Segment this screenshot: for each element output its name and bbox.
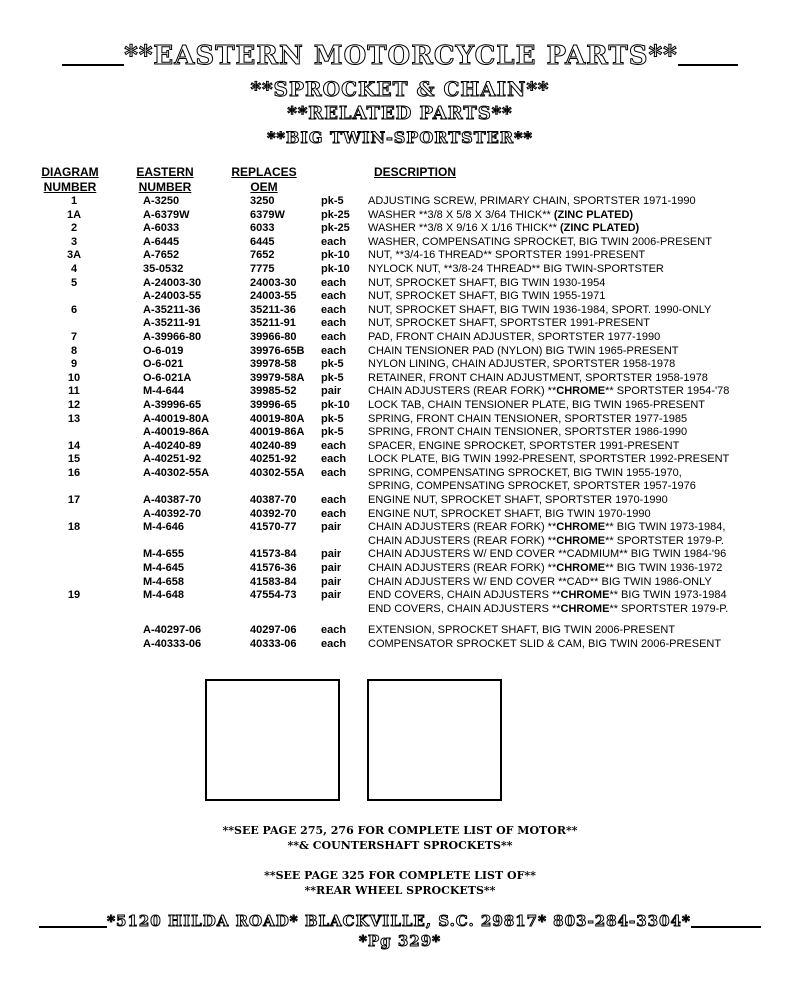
description-bold-text: CHROME	[556, 385, 606, 398]
description-cell	[368, 413, 687, 427]
description-cell	[368, 317, 650, 331]
table-header	[0, 165, 800, 197]
description-text: LOCK PLATE, BIG TWIN 1992-PRESENT, SPORTSTER 1992-PRESENT	[368, 453, 730, 466]
description-text: NYLOCK NUT, **3/8-24 THREAD** BIG TWIN-SPORTSTER	[368, 262, 664, 275]
oem-number-cell: 35211-91	[250, 317, 296, 330]
description-cell	[368, 603, 728, 617]
eastern-number-cell: A-6445	[143, 235, 180, 248]
diagram-number-cell: 6	[70, 303, 78, 316]
description-bold-text: CHROME	[560, 602, 610, 615]
description-bold-text: CHROME	[556, 521, 606, 534]
eastern-number-cell: A-40297-06	[143, 624, 202, 637]
eastern-number-cell: A-24003-55	[143, 290, 202, 303]
oem-number-cell: 41583-84	[250, 575, 297, 588]
description-bold-text: CHROME	[556, 562, 606, 575]
eastern-number-cell: A-6033	[143, 222, 180, 235]
description-cell	[368, 372, 708, 386]
description-text: SPRING, COMPENSATING SPROCKET, BIG TWIN 1955-1970,	[368, 466, 682, 479]
table-row	[0, 467, 800, 481]
description-cell	[368, 263, 664, 277]
eastern-number-cell: A-40251-92	[143, 453, 202, 466]
oem-number-cell: 7652	[250, 249, 275, 262]
oem-number-cell: 40251-92	[250, 453, 297, 466]
description-text: ENGINE NUT, SPROCKET SHAFT, SPORTSTER 1970-1990	[368, 494, 668, 507]
description-cell	[368, 249, 645, 263]
subtitle-sprocket-chain: **SPROCKET & CHAIN**	[250, 77, 550, 101]
description-text: ENGINE NUT, SPROCKET SHAFT, BIG TWIN 1970-1990	[368, 507, 651, 520]
column-header-eastern-line1: EASTERN	[136, 165, 194, 179]
eastern-number-cell: A-6379W	[143, 208, 190, 221]
description-text: EXTENSION, SPROCKET SHAFT, BIG TWIN 2006-PRESENT	[368, 624, 676, 637]
diagram-number-cell: 15	[67, 453, 81, 466]
oem-number-cell: 39996-65	[250, 398, 297, 411]
pack-unit-cell: each	[321, 344, 347, 357]
description-cell	[368, 209, 633, 223]
oem-number-cell: 39978-58	[250, 358, 297, 371]
oem-number-cell: 24003-30	[250, 276, 297, 289]
description-text: NUT, SPROCKET SHAFT, BIG TWIN 1955-1971	[368, 290, 606, 303]
description-text: NYLON LINING, CHAIN ADJUSTER, SPORTSTER 1958-1978	[368, 358, 676, 371]
pack-unit-cell: each	[321, 317, 347, 330]
table-row	[0, 521, 800, 535]
table-row	[0, 494, 800, 508]
pack-unit-cell: pk-10	[321, 398, 350, 411]
description-bold-text: (ZINC PLATED)	[553, 208, 634, 221]
eastern-number-cell: M-4-658	[143, 575, 184, 588]
column-header-replaces-line1: REPLACES	[231, 165, 297, 179]
description-text: CHAIN ADJUSTERS (REAR FORK) **	[368, 534, 557, 547]
column-header-eastern-number	[130, 165, 200, 195]
pack-unit-cell: pk-25	[321, 222, 350, 235]
description-cell	[368, 345, 679, 359]
table-row	[0, 413, 800, 427]
description-cell	[368, 385, 729, 399]
eastern-number-cell: A-40387-70	[143, 494, 202, 507]
diagram-number-cell: 10	[67, 371, 81, 384]
table-row	[0, 426, 800, 440]
subtitle-big-twin-sportster: **BIG TWIN-SPORTSTER**	[267, 128, 533, 147]
description-cell	[368, 358, 675, 372]
pack-unit-cell: each	[321, 290, 347, 303]
description-cell	[368, 195, 696, 209]
eastern-number-cell: A-40019-80A	[143, 412, 210, 425]
description-text: NUT, **3/4-16 THREAD** SPORTSTER 1991-PRESENT	[368, 249, 646, 262]
diagram-number-cell: 1	[70, 195, 78, 207]
oem-number-cell: 40302-55A	[250, 466, 305, 479]
table-row	[0, 317, 800, 331]
oem-number-cell: 39976-65B	[250, 344, 305, 357]
parts-table	[0, 195, 800, 652]
description-text: SPRING, FRONT CHAIN TENSIONER, SPORTSTER 1986-1990	[368, 426, 688, 439]
table-row	[0, 358, 800, 372]
table-row	[0, 440, 800, 454]
diagram-number-cell: 9	[70, 358, 78, 371]
column-header-eastern-line2: NUMBER	[138, 180, 192, 194]
table-row	[0, 535, 800, 549]
description-text: WASHER **3/8 X 9/16 X 1/16 THICK**	[368, 222, 560, 235]
diagram-number-cell: 19	[67, 589, 81, 602]
table-row	[0, 222, 800, 236]
pack-unit-cell: each	[321, 494, 347, 507]
oem-number-cell: 41570-77	[250, 521, 297, 534]
footer-rule-left	[39, 926, 107, 928]
description-cell	[368, 236, 712, 250]
oem-number-cell: 40019-86A	[250, 426, 305, 439]
diagram-number-cell: 13	[67, 412, 81, 425]
description-bold-text: CHROME	[560, 589, 610, 602]
eastern-number-cell: M-4-655	[143, 548, 184, 561]
table-row	[0, 209, 800, 223]
page-title	[0, 40, 800, 72]
pack-unit-cell: each	[321, 507, 347, 520]
table-row	[0, 480, 800, 494]
table-row	[0, 195, 800, 209]
table-row	[0, 263, 800, 277]
description-cell	[368, 521, 725, 535]
oem-number-cell: 39979-58A	[250, 371, 305, 384]
description-cell	[368, 508, 651, 522]
eastern-number-cell: A-39966-80	[143, 330, 202, 343]
table-row	[0, 603, 800, 617]
description-cell	[368, 222, 639, 236]
table-row	[0, 453, 800, 467]
description-text: ADJUSTING SCREW, PRIMARY CHAIN, SPORTSTER 1971-1990	[368, 195, 696, 207]
eastern-number-cell: 35-0532	[143, 262, 184, 275]
description-bold-text: CHROME	[556, 534, 606, 547]
description-cell	[368, 589, 727, 603]
pack-unit-cell: each	[321, 439, 347, 452]
diagram-number-cell: 5	[70, 276, 78, 289]
oem-number-cell: 3250	[250, 195, 275, 207]
pack-unit-cell: pair	[321, 548, 342, 561]
description-text: ** SPORTSTER 1954-'78	[605, 385, 730, 398]
diagram-number-cell: 14	[67, 439, 81, 452]
eastern-number-cell: A-40392-70	[143, 507, 202, 520]
oem-number-cell: 40387-70	[250, 494, 297, 507]
table-row	[0, 304, 800, 318]
eastern-number-cell: A-3250	[143, 195, 180, 207]
note-motor-sprockets-line2: **& COUNTERSHAFT SPROCKETS**	[287, 839, 513, 852]
description-text: ** BIG TWIN 1973-1984,	[605, 521, 726, 534]
description-cell	[368, 426, 687, 440]
description-text: WASHER, COMPENSATING SPROCKET, BIG TWIN 2006-PRESENT	[368, 235, 712, 248]
eastern-number-cell: O-6-019	[143, 344, 184, 357]
oem-number-cell: 47554-73	[250, 589, 297, 602]
description-cell	[368, 290, 605, 304]
description-text: LOCK TAB, CHAIN TENSIONER PLATE, BIG TWIN 1965-PRESENT	[368, 398, 706, 411]
oem-number-cell: 41576-36	[250, 562, 297, 575]
eastern-number-cell: M-4-648	[143, 589, 184, 602]
description-cell	[368, 535, 724, 549]
pack-unit-cell: pk-5	[321, 412, 344, 425]
eastern-number-cell: A-40333-06	[143, 638, 202, 651]
description-cell	[368, 576, 712, 590]
table-row	[0, 576, 800, 590]
description-text: RETAINER, FRONT CHAIN ADJUSTMENT, SPORTSTER 1958-1978	[368, 371, 708, 384]
note-rear-sprockets-line2: **REAR WHEEL SPROCKETS**	[304, 884, 496, 897]
description-text: ** SPORTSTER 1979-P.	[605, 534, 724, 547]
description-text: NUT, SPROCKET SHAFT, BIG TWIN 1936-1984, SPORT. 1990-ONLY	[368, 303, 712, 316]
description-text: NUT, SPROCKET SHAFT, BIG TWIN 1930-1954	[368, 276, 606, 289]
description-cell	[368, 624, 675, 638]
description-text: CHAIN ADJUSTERS W/ END COVER **CAD** BIG TWIN 1986-ONLY	[368, 575, 712, 588]
description-text: NUT, SPROCKET SHAFT, SPORTSTER 1991-PRESENT	[368, 317, 650, 330]
description-text: CHAIN ADJUSTERS (REAR FORK) **	[368, 521, 557, 534]
footer-rule-right	[691, 926, 761, 928]
table-row	[0, 638, 800, 652]
description-cell	[368, 494, 668, 508]
description-text: WASHER **3/8 X 5/8 X 3/64 THICK**	[368, 208, 554, 221]
description-cell	[368, 562, 722, 576]
column-header-replaces-line2: OEM	[250, 180, 278, 194]
column-header-diagram-number	[38, 165, 102, 195]
description-text: CHAIN TENSIONER PAD (NYLON) BIG TWIN 1965-PRESENT	[368, 344, 679, 357]
diagram-number-cell: 3	[70, 235, 78, 248]
description-bold-text: (ZINC PLATED)	[559, 222, 640, 235]
description-text: COMPENSATOR SPROCKET SLID & CAM, BIG TWIN 2006-PRESENT	[368, 638, 722, 651]
column-header-diagram-line2: NUMBER	[43, 180, 97, 194]
footer-address	[0, 910, 800, 932]
description-text: ** SPORTSTER 1979-P.	[609, 602, 729, 615]
table-row	[0, 508, 800, 522]
table-row	[0, 548, 800, 562]
eastern-number-cell: A-24003-30	[143, 276, 202, 289]
oem-number-cell: 39985-52	[250, 385, 297, 398]
pack-unit-cell: pk-25	[321, 208, 350, 221]
description-text: PAD, FRONT CHAIN ADJUSTER, SPORTSTER 1977-1990	[368, 330, 661, 343]
pack-unit-cell: pk-10	[321, 262, 350, 275]
part-photo-frame-left	[205, 679, 340, 801]
table-row	[0, 385, 800, 399]
diagram-number-cell: 11	[68, 385, 80, 398]
table-row	[0, 562, 800, 576]
description-text: ** BIG TWIN 1973-1984	[609, 589, 727, 602]
pack-unit-cell: pair	[321, 385, 342, 398]
table-row	[0, 277, 800, 291]
pack-unit-cell: pk-5	[321, 195, 344, 207]
oem-number-cell: 24003-55	[250, 290, 297, 303]
table-row	[0, 236, 800, 250]
eastern-number-cell: A-35211-91	[143, 317, 201, 330]
eastern-number-cell: A-40240-89	[143, 439, 202, 452]
description-text: SPRING, FRONT CHAIN TENSIONER, SPORTSTER 1977-1985	[368, 412, 688, 425]
page-number: *Pg 329*	[359, 932, 441, 950]
pack-unit-cell: each	[321, 638, 347, 651]
diagram-number-cell: 16	[67, 466, 81, 479]
description-cell	[368, 440, 679, 454]
diagram-number-cell: 17	[67, 494, 81, 507]
oem-number-cell: 40019-80A	[250, 412, 305, 425]
table-row	[0, 249, 800, 263]
eastern-number-cell: M-4-645	[143, 562, 184, 575]
pack-unit-cell: each	[321, 330, 347, 343]
note-motor-sprockets-line1: **SEE PAGE 275, 276 FOR COMPLETE LIST OF MOTOR**	[222, 824, 578, 837]
pack-unit-cell: pair	[321, 589, 342, 602]
description-text: CHAIN ADJUSTERS (REAR FORK) **	[368, 562, 557, 575]
oem-number-cell: 40392-70	[250, 507, 297, 520]
pack-unit-cell: pk-5	[321, 358, 344, 371]
description-text: CHAIN ADJUSTERS (REAR FORK) **	[368, 385, 557, 398]
eastern-number-cell: M-4-644	[143, 385, 184, 398]
pack-unit-cell: each	[321, 624, 347, 637]
pack-unit-cell: each	[321, 276, 347, 289]
diagram-number-cell: 8	[70, 344, 78, 357]
diagram-number-cell: 4	[70, 262, 78, 275]
pack-unit-cell: each	[321, 235, 347, 248]
description-cell	[368, 453, 729, 467]
oem-number-cell: 6379W	[250, 208, 285, 221]
note-rear-sprockets-line1: **SEE PAGE 325 FOR COMPLETE LIST OF**	[264, 869, 536, 882]
subtitle-related-parts: **RELATED PARTS**	[287, 103, 513, 124]
pack-unit-cell: pk-5	[321, 426, 344, 439]
title-rule-left	[62, 64, 124, 66]
description-text: SPACER, ENGINE SPROCKET, SPORTSTER 1991-PRESENT	[368, 439, 680, 452]
oem-number-cell: 7775	[250, 262, 275, 275]
oem-number-cell: 35211-36	[250, 303, 296, 316]
eastern-number-cell: A-40019-86A	[143, 426, 210, 439]
description-text: ** BIG TWIN 1936-1972	[605, 562, 723, 575]
diagram-number-cell: 12	[67, 398, 81, 411]
title-rule-right	[678, 64, 738, 66]
oem-number-cell: 40240-89	[250, 439, 297, 452]
table-row	[0, 290, 800, 304]
pack-unit-cell: each	[321, 466, 347, 479]
description-cell	[368, 277, 605, 291]
table-row	[0, 399, 800, 413]
oem-number-cell: 6445	[250, 235, 275, 248]
diagram-number-cell: 7	[70, 330, 78, 343]
eastern-number-cell: A-7652	[143, 249, 180, 262]
pack-unit-cell: pair	[321, 575, 342, 588]
table-row	[0, 616, 800, 638]
pack-unit-cell: each	[321, 453, 347, 466]
pack-unit-cell: pair	[321, 562, 342, 575]
table-row	[0, 331, 800, 345]
diagram-number-cell: 3A	[66, 249, 82, 262]
eastern-number-cell: A-35211-36	[143, 303, 201, 316]
description-text: END COVERS, CHAIN ADJUSTERS **	[368, 602, 561, 615]
eastern-number-cell: O-6-021	[143, 358, 184, 371]
pack-unit-cell: pair	[321, 521, 342, 534]
pack-unit-cell: pk-10	[321, 249, 350, 262]
part-photo-frame-right	[367, 679, 502, 801]
eastern-number-cell: A-39996-65	[143, 398, 202, 411]
diagram-number-cell: 2	[70, 222, 78, 235]
pack-unit-cell: each	[321, 303, 347, 316]
diagram-number-cell: 18	[67, 521, 81, 534]
pack-unit-cell: pk-5	[321, 371, 344, 384]
eastern-number-cell: M-4-646	[143, 521, 184, 534]
description-cell	[368, 548, 726, 562]
diagram-number-cell: 1A	[66, 208, 82, 221]
description-cell	[368, 399, 705, 413]
description-text: END COVERS, CHAIN ADJUSTERS **	[368, 589, 561, 602]
oem-number-cell: 40333-06	[250, 638, 297, 651]
table-row	[0, 589, 800, 603]
eastern-number-cell: O-6-021A	[143, 371, 192, 384]
description-cell	[368, 331, 660, 345]
footer-address-text: *5120 HILDA ROAD* BLACKVILLE, S.C. 29817* 803-284-3304*	[107, 912, 691, 930]
column-header-diagram-line1: DIAGRAM	[41, 165, 99, 179]
description-cell	[368, 480, 696, 494]
description-text: CHAIN ADJUSTERS W/ END COVER **CADMIUM** BIG TWIN 1984-'96	[368, 548, 727, 561]
oem-number-cell: 6033	[250, 222, 275, 235]
oem-number-cell: 41573-84	[250, 548, 297, 561]
column-header-replaces-oem	[225, 165, 303, 195]
table-row	[0, 372, 800, 386]
description-cell	[368, 304, 711, 318]
eastern-number-cell: A-40302-55A	[143, 466, 210, 479]
oem-number-cell: 39966-80	[250, 330, 297, 343]
column-header-description: DESCRIPTION	[374, 165, 457, 179]
oem-number-cell: 40297-06	[250, 624, 297, 637]
table-row	[0, 345, 800, 359]
description-cell	[368, 638, 721, 652]
description-cell	[368, 467, 682, 481]
page-title-text: **EASTERN MOTORCYCLE PARTS**	[124, 41, 678, 71]
description-text: SPRING, COMPENSATING SPROCKET, SPORTSTER 1957-1976	[368, 480, 696, 493]
